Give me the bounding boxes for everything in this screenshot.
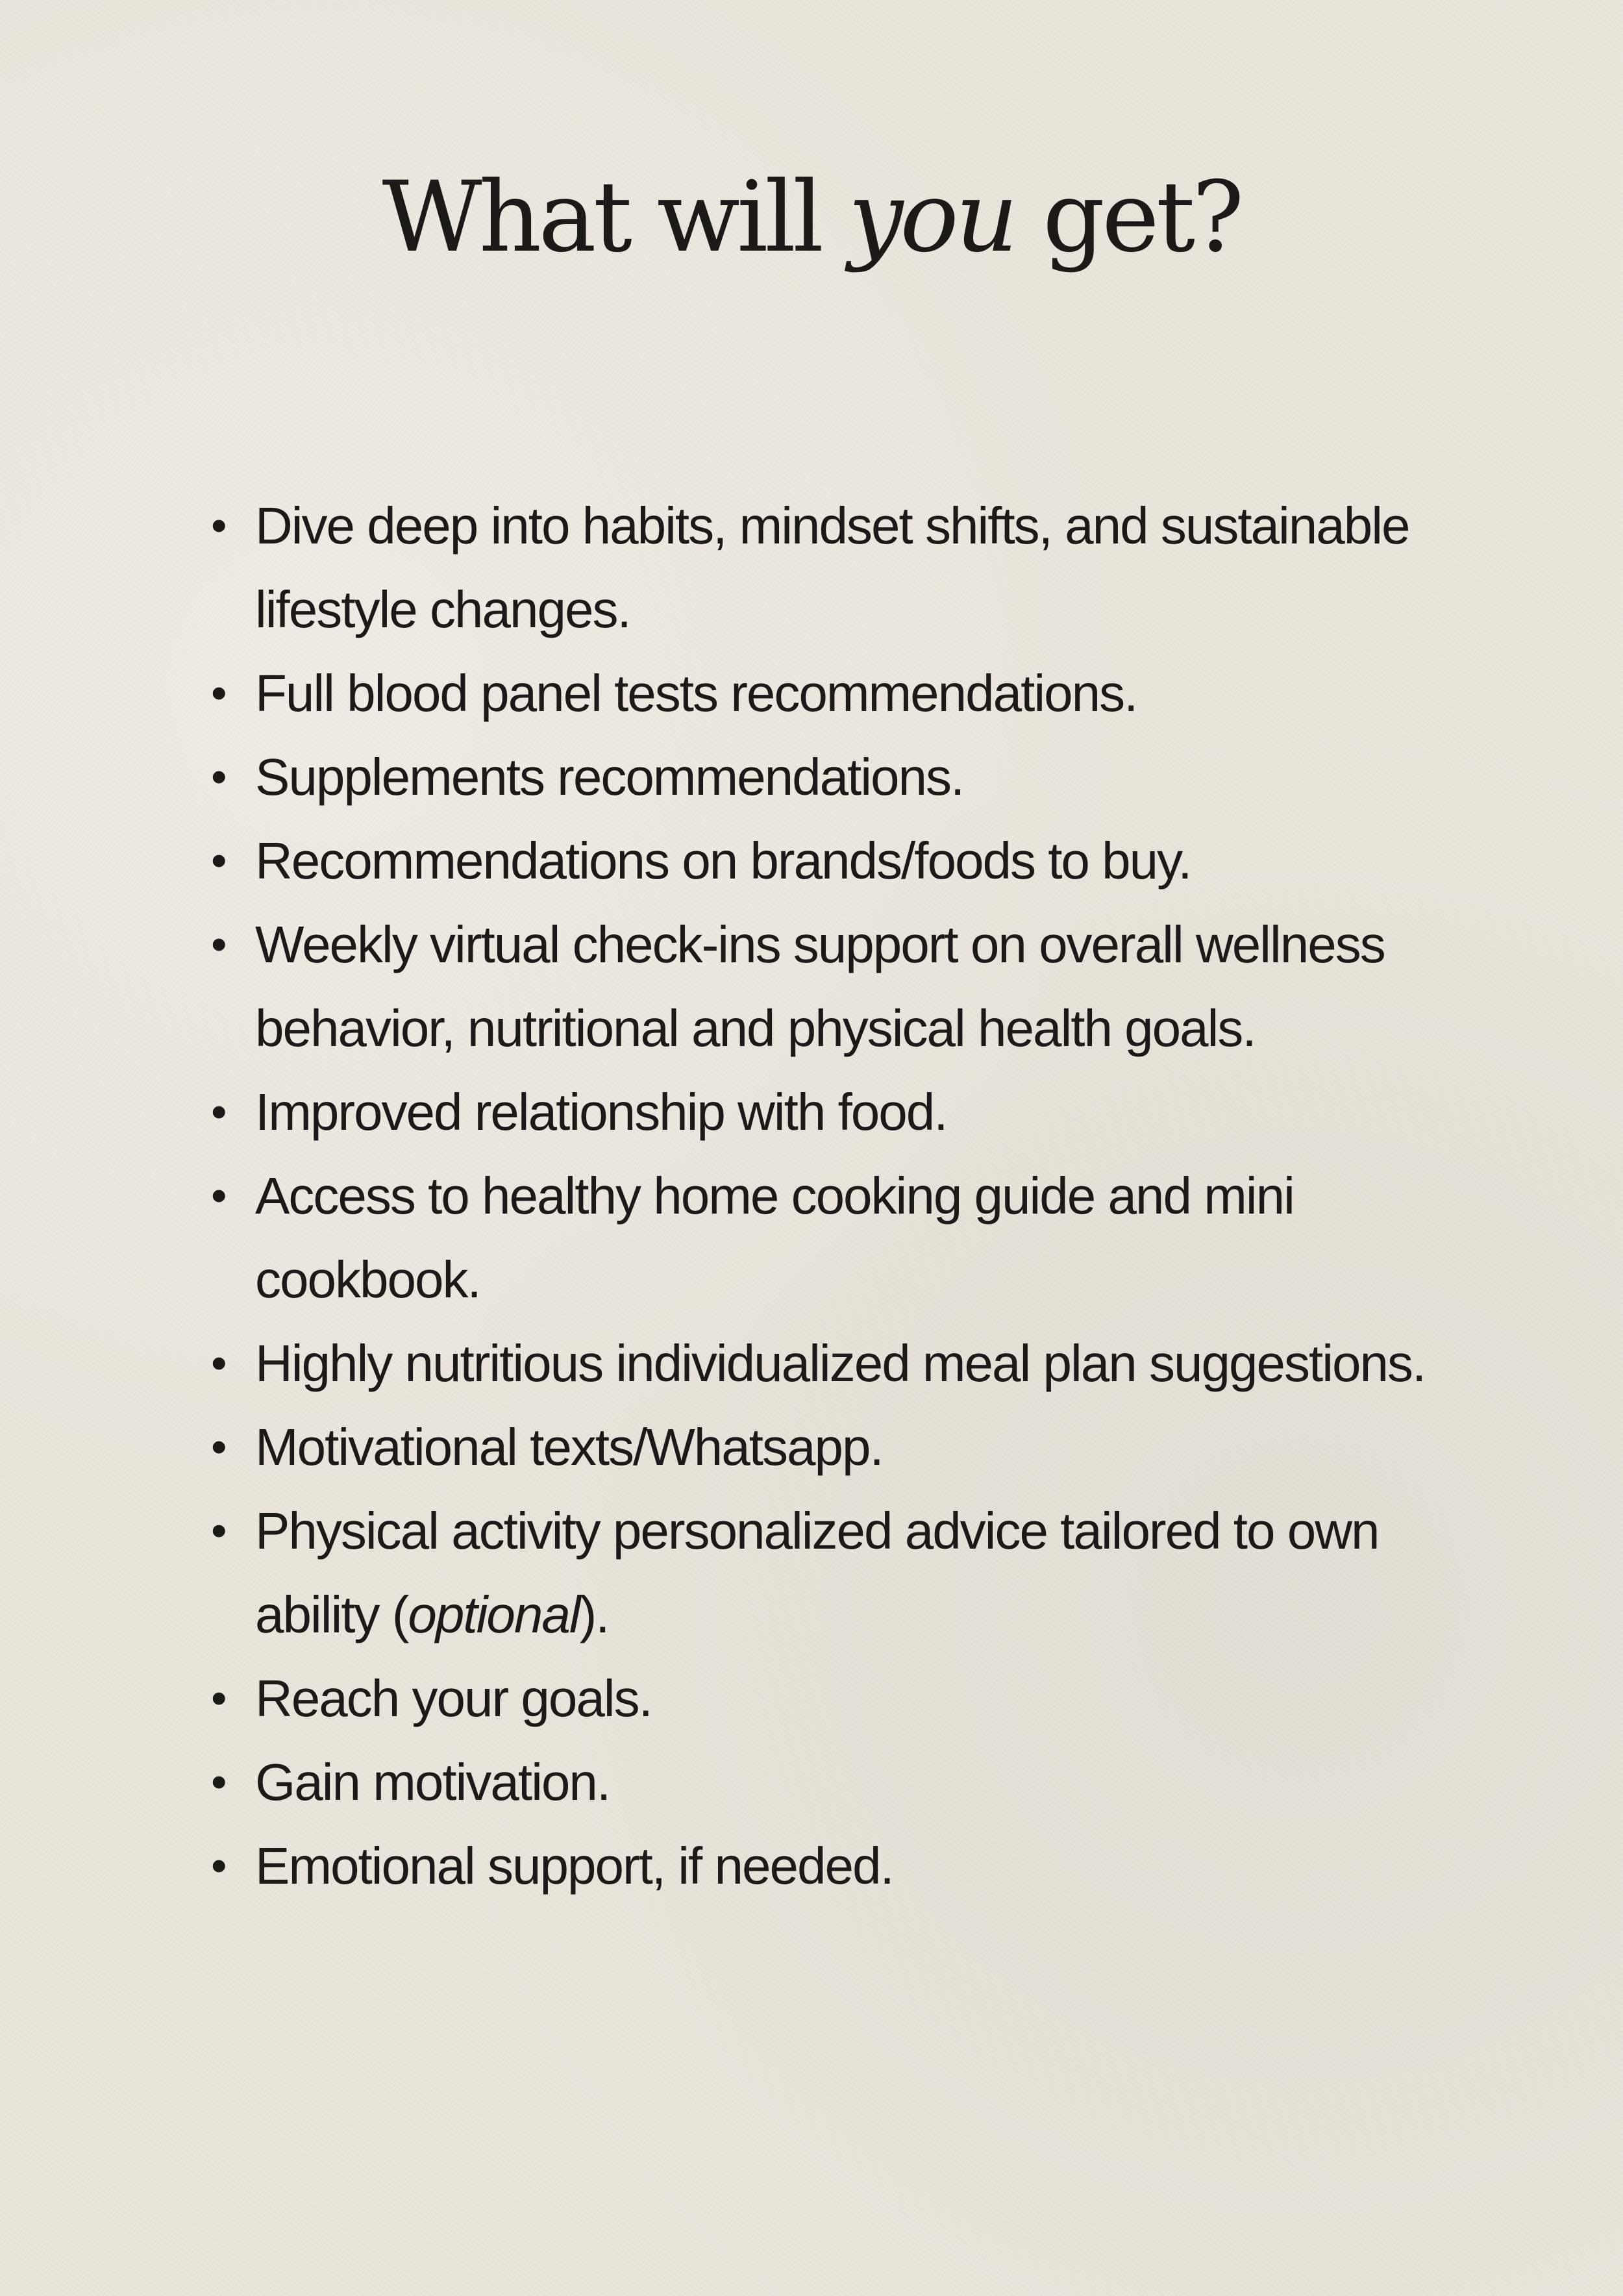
page-title	[0, 159, 1623, 276]
bullet-icon: •	[211, 1170, 227, 1221]
list-item	[201, 1489, 1500, 1656]
list-item	[201, 1321, 1500, 1405]
list-item-text: Weekly virtual check-ins support on overall wellness behavior, nutritional and physical health goals.	[255, 916, 1385, 1057]
list-item	[201, 903, 1500, 1070]
bullet-icon: •	[211, 668, 227, 718]
list-item	[201, 819, 1500, 903]
list-item-text: Reach your goals.	[255, 1669, 652, 1727]
bullet-icon: •	[211, 1505, 227, 1556]
title-emphasis: you	[848, 161, 1015, 274]
list-item-text: Access to healthy home cooking guide and mini cookbook.	[255, 1167, 1294, 1308]
list-item	[201, 1070, 1500, 1154]
list-item-text: Full blood panel tests recommendations.	[255, 664, 1137, 722]
bullet-icon: •	[211, 751, 227, 802]
bullet-icon: •	[211, 500, 227, 551]
list-item-text: Supplements recommendations.	[255, 748, 964, 806]
title-text-start: What will	[382, 161, 849, 274]
bullet-icon: •	[211, 1840, 227, 1891]
list-item	[201, 1405, 1500, 1489]
list-item-text-end: ).	[579, 1586, 609, 1643]
list-item-text-start: Physical activity personalized advice tailored to own ability (	[255, 1502, 1379, 1643]
list-item-text: Improved relationship with food.	[255, 1083, 947, 1141]
list-item-text: Emotional support, if needed.	[255, 1837, 893, 1895]
list-item-text: Gain motivation.	[255, 1753, 610, 1811]
bullet-icon: •	[211, 1756, 227, 1807]
list-item	[201, 1656, 1500, 1740]
bullet-icon: •	[211, 835, 227, 886]
bullet-icon: •	[211, 1673, 227, 1723]
list-item	[201, 1824, 1500, 1908]
list-item-emphasis: optional	[408, 1586, 580, 1643]
bullet-icon: •	[211, 1086, 227, 1137]
list-item	[201, 735, 1500, 819]
list-item	[201, 1740, 1500, 1824]
list-item-text: Motivational texts/Whatsapp.	[255, 1418, 883, 1476]
list-item	[201, 1154, 1500, 1321]
list-item-text: Recommendations on brands/foods to buy.	[255, 832, 1191, 890]
list-item-text: Dive deep into habits, mindset shifts, and sustainable lifestyle changes.	[255, 497, 1409, 638]
list-item	[201, 484, 1500, 651]
title-text-end: get?	[1015, 161, 1241, 274]
benefits-list	[201, 484, 1500, 1908]
list-item-text: Highly nutritious individualized meal plan suggestions.	[255, 1334, 1426, 1392]
bullet-icon: •	[211, 1421, 227, 1472]
bullet-icon: •	[211, 919, 227, 969]
list-item	[201, 651, 1500, 735]
bullet-icon: •	[211, 1338, 227, 1388]
